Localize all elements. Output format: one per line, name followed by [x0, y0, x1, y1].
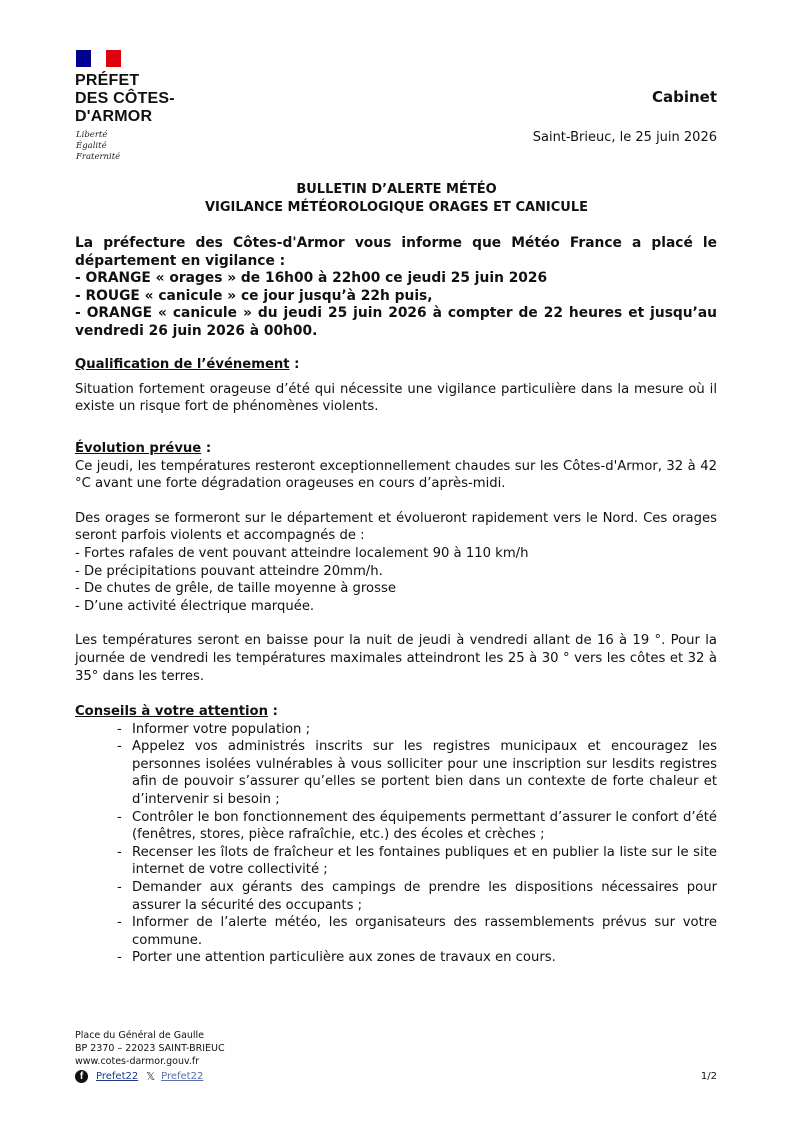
advice-item: - Recenser les îlots de fraîcheur et les fontaines publiques et en publier la liste sur le site internet de votre collectivité ; [75, 844, 717, 879]
facebook-icon[interactable]: f [75, 1070, 88, 1083]
phenomenon-item-rain: - De précipitations pouvant atteindre 20mm/h. [75, 563, 383, 579]
qualification-heading: Qualification de l’événement [75, 357, 290, 372]
advice-item: - Informer votre population ; [75, 721, 717, 739]
advice-item: - Appelez vos administrés inscrits sur les registres municipaux et encouragez les personnes isolées vulnérables à vous solliciter pour une inscription sur lesdits registres afin de pouvoir s’assurer qu’elles se portent bien dans un contexte de forte chaleur et d’intervenir si besoin ; [75, 738, 717, 808]
advice-item: - Informer de l’alerte météo, les organisateurs des rassemblements prévus sur votre commune. [75, 914, 717, 949]
intro-item-orange-orages: - ORANGE « orages » de 16h00 à 22h00 ce jeudi 25 juin 2026 [75, 270, 548, 287]
social-links [75, 1070, 203, 1083]
phenomenon-item-lightning: - D’une activité électrique marquée. [75, 598, 315, 614]
motto-egalite: Égalité [76, 141, 107, 151]
logo-line-2: DES CÔTES- [75, 90, 175, 107]
x-link[interactable]: Prefet22 [161, 1071, 204, 1082]
phenomenon-item-hail: - De chutes de grêle, de taille moyenne à grosse [75, 581, 396, 597]
qualification-heading-line [75, 356, 717, 374]
advice-item: - Porter une attention particulière aux zones de travaux en cours. [75, 949, 717, 967]
qualification-text: Situation fortement orageuse d’été qui nécessite une vigilance particulière dans la mesure où il existe un risque fort de phénomènes violents. [75, 381, 717, 415]
evolution-colon: : [201, 441, 212, 456]
evolution-section [75, 440, 717, 685]
title-line-2: VIGILANCE MÉTÉOROLOGIQUE ORAGES ET CANICULE [204, 200, 589, 215]
vigilance-intro [75, 235, 717, 341]
intro-item-rouge-canicule: - ROUGE « canicule » ce jour jusqu’à 22h puis, [75, 287, 433, 304]
logo-line-1: PRÉFET [75, 72, 140, 89]
footer-address-line-2: BP 2370 – 22023 SAINT-BRIEUC [75, 1043, 225, 1054]
qualification-section [75, 356, 717, 416]
qualification-colon: : [289, 357, 300, 372]
advice-list [75, 721, 717, 967]
prefecture-logo-text [75, 72, 175, 126]
phenomenon-item-wind: - Fortes rafales de vent pouvant atteindre localement 90 à 110 km/h [75, 545, 529, 561]
advice-item: - Contrôler le bon fonctionnement des équipements permettant d’assurer le confort d’été (fenêtres, stores, pièce rafraîchie, etc.) des écoles et crèches ; [75, 809, 717, 844]
advice-heading: Conseils à votre attention [75, 704, 269, 719]
footer-address [75, 1029, 225, 1068]
evolution-paragraph-2: Des orages se formeront sur le département et évolueront rapidement vers le Nord. Ces orages seront parfois violents et accompagnés de : [75, 510, 717, 544]
bulletin-title [0, 181, 793, 217]
facebook-link[interactable]: Prefet22 [96, 1071, 139, 1082]
motto-liberte: Liberté [76, 130, 108, 140]
x-icon[interactable]: 𝕏 [146, 1070, 156, 1083]
date-line: Saint-Brieuc, le 25 juin 2026 [532, 130, 717, 145]
advice-item: - Demander aux gérants des campings de prendre les dispositions nécessaires pour assurer la sécurité des occupants ; [75, 879, 717, 914]
intro-item-orange-canicule: - ORANGE « canicule » du jeudi 25 juin 2026 à compter de 22 heures et jusqu’au vendredi 26 juin 2026 à 00h00. [75, 305, 717, 339]
service-name: Cabinet [651, 88, 717, 106]
motto-fraternite: Fraternité [76, 152, 121, 162]
intro-lead: La préfecture des Côtes-d'Armor vous informe que Météo France a placé le département en vigilance : [75, 235, 717, 269]
advice-section [75, 703, 717, 967]
logo-line-3: D'ARMOR [75, 108, 153, 125]
evolution-paragraph-1: Ce jeudi, les températures resteront exceptionnellement chaudes sur les Côtes-d'Armor, 32 à 42 °C avant une forte dégradation orageuses en cours d’après-midi. [75, 458, 717, 492]
evolution-heading-line [75, 440, 717, 458]
evolution-paragraph-3: Les températures seront en baisse pour la nuit de jeudi à vendredi allant de 16 à 19 °. Pour la journée de vendredi les températures maximales atteindront les 25 à 30 ° vers les côtes et 32 à 35° dans les terres. [75, 633, 717, 684]
page-number: 1/2 [700, 1071, 717, 1082]
marianne-flag-logo [76, 50, 121, 67]
evolution-heading: Évolution prévue [75, 441, 202, 456]
advice-colon: : [268, 704, 278, 719]
advice-heading-line [75, 703, 717, 721]
republic-motto [76, 130, 120, 163]
title-line-1: BULLETIN D’ALERTE MÉTÉO [296, 182, 497, 197]
footer-address-line-1: Place du Général de Gaulle [75, 1030, 205, 1041]
footer-website[interactable]: www.cotes-darmor.gouv.fr [75, 1056, 200, 1067]
